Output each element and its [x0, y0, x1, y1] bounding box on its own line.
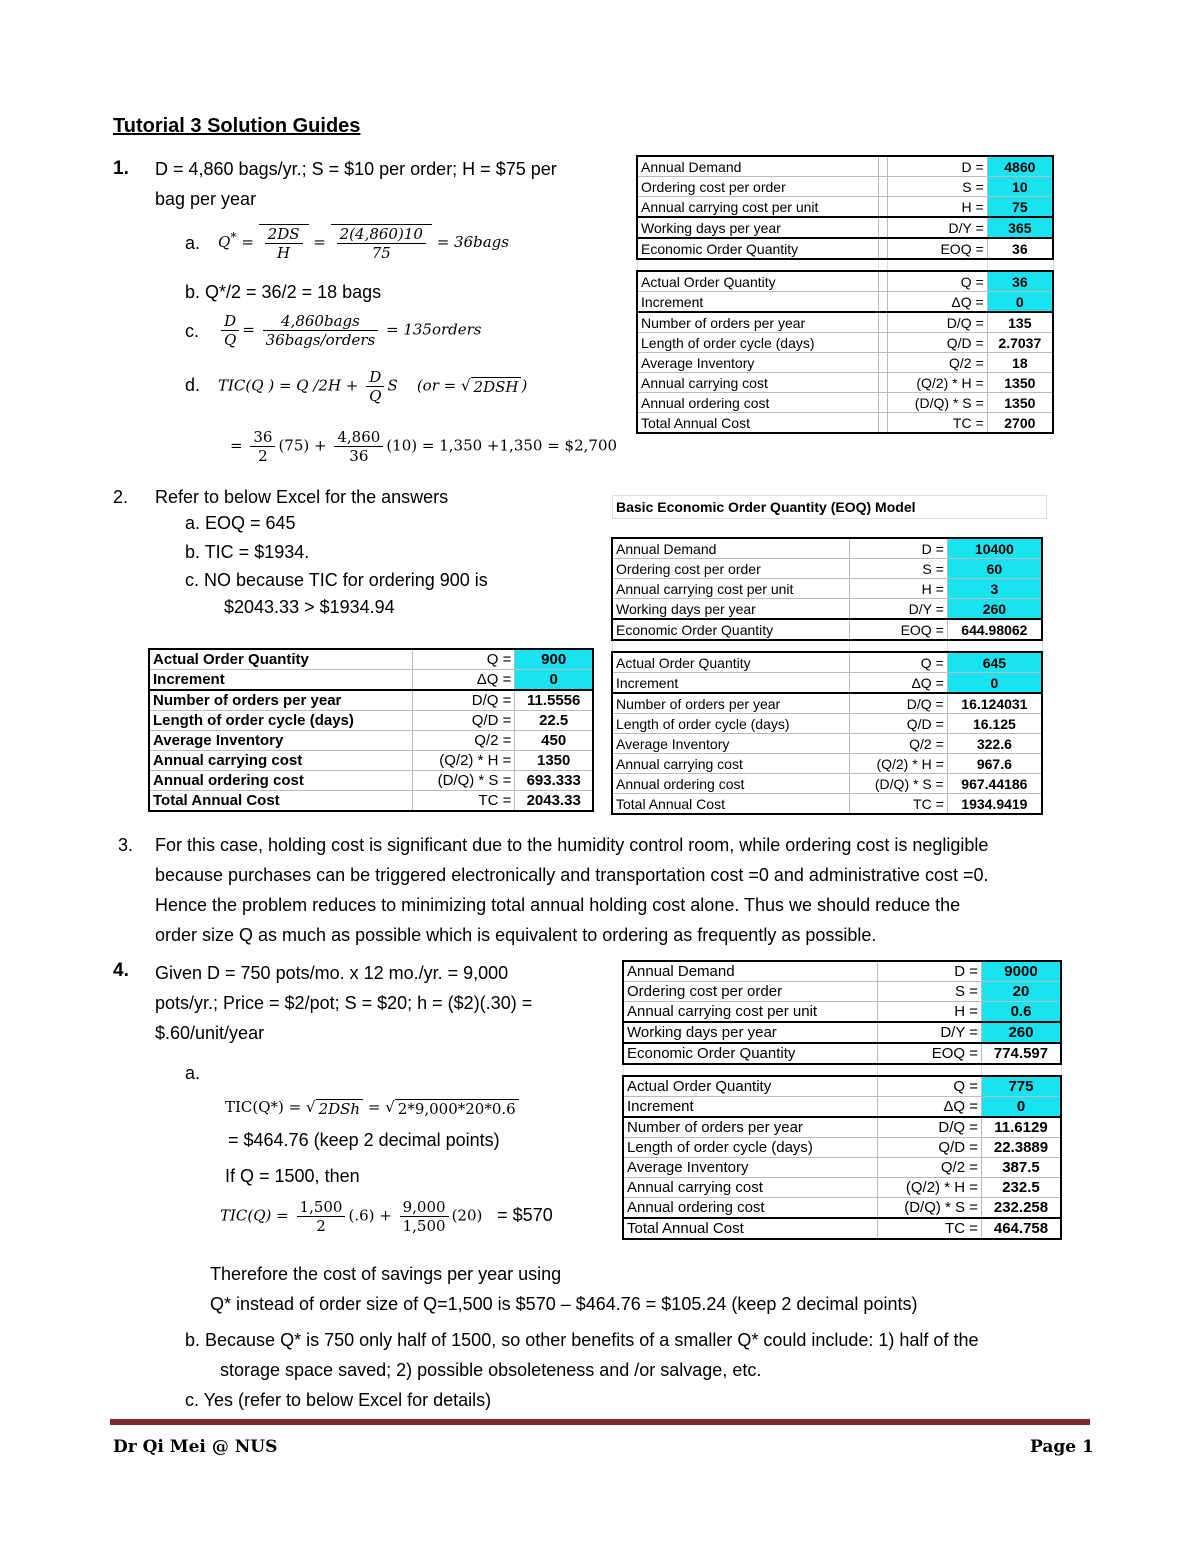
sqrt-2dsh: 2DSh [316, 1099, 364, 1118]
footer-divider [110, 1419, 1090, 1425]
cell-label: Working days per year [637, 217, 879, 238]
cell-label: Annual carrying cost [623, 1178, 877, 1198]
cell-value: 60 [947, 559, 1042, 579]
cell-value: 11.5556 [515, 690, 593, 711]
cell-label: Annual ordering cost [149, 771, 413, 791]
cell-label: Annual ordering cost [612, 774, 850, 794]
gap-cell [612, 640, 850, 652]
cell-value: 774.597 [981, 1043, 1061, 1064]
cell-label: Annual Demand [623, 961, 877, 982]
q4-therefore1: Therefore the cost of savings per year using [210, 1264, 562, 1284]
cell-value: 0 [981, 1097, 1061, 1118]
q3-line1: For this case, holding cost is significant due to the humidity control room, while ordering cost is negligible [155, 835, 989, 855]
cell-sym: EOQ = [888, 238, 987, 259]
q1-d-calc [230, 428, 617, 465]
cell-sym: H = [850, 579, 948, 599]
cell-label: Average Inventory [149, 731, 413, 751]
q2-c1: c. NO because TIC for ordering 900 is [185, 570, 488, 590]
cell-value: 0 [987, 292, 1053, 313]
cell-value: 10400 [947, 538, 1042, 559]
cell-sym: S = [888, 177, 987, 197]
cell-label: Increment [149, 670, 413, 691]
frac-den: 36 [349, 447, 369, 465]
cell-label: Annual carrying cost per unit [623, 1002, 877, 1023]
cell-label: Increment [612, 673, 850, 694]
q1-given-line2: bag per year [155, 189, 257, 209]
q1-number: 1. [113, 158, 129, 179]
cell-value: 75 [987, 197, 1053, 218]
cell-sym: D/Y = [877, 1022, 981, 1043]
frac-num: 2(4,860)10 [337, 225, 426, 244]
cell-sym: Q/2 = [877, 1158, 981, 1178]
q1-b: b. Q*/2 = 36/2 = 18 bags [185, 282, 382, 302]
cell-empty [879, 217, 888, 238]
cell-sym: ΔQ = [413, 670, 515, 691]
cell-label: Actual Order Quantity [637, 271, 879, 292]
cell-sym: Q/D = [850, 714, 948, 734]
cell-value: 775 [981, 1076, 1061, 1097]
cell-label: Ordering cost per order [612, 559, 850, 579]
cell-value: 450 [515, 731, 593, 751]
cell-sym: D/Q = [850, 693, 948, 714]
cell-label: Economic Order Quantity [612, 619, 850, 640]
cell-label: Annual carrying cost [612, 754, 850, 774]
cell-value: 967.44186 [947, 774, 1042, 794]
frac-num: 4,860bags [263, 312, 379, 331]
cell-sym: Q/2 = [413, 731, 515, 751]
cell-sym: (Q/2) * H = [413, 751, 515, 771]
cell-value: 464.758 [981, 1218, 1061, 1239]
cell-label: Actual Order Quantity [149, 649, 413, 670]
cell-sym: ΔQ = [877, 1097, 981, 1118]
frac-num: D [221, 312, 239, 331]
q3-line2: because purchases can be triggered electronically and transportation cost =0 and administrative cost =0. [155, 865, 989, 885]
cell-sym: TC = [413, 791, 515, 812]
cell-sym: D/Q = [877, 1117, 981, 1138]
cell-empty [879, 413, 888, 434]
cell-value: 387.5 [981, 1158, 1061, 1178]
cell-empty [879, 292, 888, 313]
calc-mid: (75) + [278, 436, 327, 455]
frac-den: 36bags/orders [265, 331, 376, 349]
cell-empty [879, 312, 888, 333]
cell-sym: EOQ = [877, 1043, 981, 1064]
cell-sym: TC = [888, 413, 987, 434]
calc-tail: (10) = 1,350 +1,350 = $2,700 [386, 436, 618, 455]
cell-value: 260 [947, 599, 1042, 620]
frac-num: D [366, 368, 384, 387]
q4-tic-formula: TIC(Q*) = √ 2DSh = √ 2*9,000*20*0.6 [225, 1098, 519, 1118]
eq-sign: = [230, 436, 243, 455]
cell-value: 36 [987, 238, 1053, 259]
cell-value: 2.7037 [987, 333, 1053, 353]
cell-value: 10 [987, 177, 1053, 197]
cell-sym: Q/2 = [850, 734, 948, 754]
cell-value: 645 [947, 652, 1042, 673]
frac-den: 1,500 [402, 1217, 446, 1235]
cell-value: 2043.33 [515, 791, 593, 812]
cell-sym: Q/D = [888, 333, 987, 353]
cell-label: Ordering cost per order [637, 177, 879, 197]
or-text: (or = [416, 376, 457, 395]
cell-label: Length of order cycle (days) [612, 714, 850, 734]
cell-label: Length of order cycle (days) [637, 333, 879, 353]
q2-number: 2. [113, 487, 129, 507]
cell-label: Annual ordering cost [637, 393, 879, 413]
cell-value: 135 [987, 312, 1053, 333]
cell-label: Average Inventory [623, 1158, 877, 1178]
q2-c2: $2043.33 > $1934.94 [224, 597, 395, 617]
cell-empty [879, 156, 888, 177]
q4-given1: Given D = 750 pots/mo. x 12 mo./yr. = 9,000 [155, 963, 509, 983]
cell-value: 4860 [987, 156, 1053, 177]
frac-den: 2 [258, 447, 268, 465]
calc-tail: (20) [451, 1206, 483, 1225]
cell-label: Number of orders per year [623, 1117, 877, 1138]
q4-number: 4. [113, 960, 129, 981]
cell-sym: S = [850, 559, 948, 579]
cell-label: Total Annual Cost [637, 413, 879, 434]
cell-empty [879, 393, 888, 413]
q3-line4: order size Q as much as possible which is equivalent to ordering as frequently as possible. [155, 925, 877, 945]
q4-a-label: a. [185, 1063, 201, 1083]
sqrt-2dsh: 2DSH [471, 377, 522, 396]
sqrt-values [331, 224, 432, 262]
cell-value: 322.6 [947, 734, 1042, 754]
calc-mid: (.6) + [348, 1206, 392, 1225]
q1-a-label: a. [185, 233, 201, 253]
cell-sym: D/Q = [888, 312, 987, 333]
cell-sym: Q/D = [413, 711, 515, 731]
frac-num: 2DS [265, 225, 303, 244]
cell-label: Length of order cycle (days) [623, 1138, 877, 1158]
tic-expression: TIC(Q ) = Q /2H + [218, 376, 359, 395]
cell-label: Annual carrying cost [637, 373, 879, 393]
cell-sym: D/Y = [850, 599, 948, 620]
cell-label: Total Annual Cost [612, 794, 850, 815]
frac-den: H [277, 244, 291, 262]
cell-value: 16.124031 [947, 693, 1042, 714]
frac-den: 2 [316, 1217, 326, 1235]
sqrt-values: 2*9,000*20*0.6 [395, 1099, 519, 1118]
cell-value: 22.3889 [981, 1138, 1061, 1158]
q-star: Q [218, 233, 231, 251]
q2-intro: Refer to below Excel for the answers [155, 487, 449, 507]
cell-label: Actual Order Quantity [623, 1076, 877, 1097]
q1-d-label: d. [185, 375, 201, 395]
cell-value: 260 [981, 1022, 1061, 1043]
gap-cell [623, 1064, 877, 1076]
cell-sym: D = [850, 538, 948, 559]
gap-cell [637, 259, 879, 271]
q4-tic-result: = $464.76 (keep 2 decimal points) [228, 1130, 500, 1150]
cell-sym: EOQ = [850, 619, 948, 640]
footer-page-number: Page 1 [1030, 1437, 1094, 1457]
cell-label: Actual Order Quantity [612, 652, 850, 673]
cell-empty [879, 271, 888, 292]
cell-value: 232.5 [981, 1178, 1061, 1198]
page-title: Tutorial 3 Solution Guides [113, 115, 361, 137]
q3-line3: Hence the problem reduces to minimizing total annual holding cost alone. Thus we should reduce the [155, 895, 961, 915]
cell-label: Annual Demand [612, 538, 850, 559]
cell-sym: (Q/2) * H = [850, 754, 948, 774]
q4-c: c. Yes (refer to below Excel for details) [185, 1390, 492, 1410]
q4-ticq-formula [220, 1198, 553, 1235]
cell-empty [879, 197, 888, 218]
q4-given2: pots/yr.; Price = $2/pot; S = $20; h = ($2)(.30) = [155, 993, 533, 1013]
cell-label: Annual carrying cost per unit [637, 197, 879, 218]
cell-label: Annual carrying cost [149, 751, 413, 771]
cell-empty [879, 353, 888, 373]
q1-c-formula: $\frac{D}{Q}$ = $\frac{\text{4,860bags}}{\text{36bags/orders}}$ = 135orders [218, 312, 482, 349]
excel-table-q1 [636, 155, 1054, 434]
cell-value: 1350 [987, 393, 1053, 413]
q4-therefore2: Q* instead of order size of Q=1,500 is $570 – $464.76 = $105.24 (keep 2 decimal points) [210, 1294, 918, 1314]
cell-sym: ΔQ = [888, 292, 987, 313]
q3-number: 3. [118, 835, 134, 855]
cell-value: 967.6 [947, 754, 1042, 774]
cell-sym: H = [888, 197, 987, 218]
cell-label: Economic Order Quantity [623, 1043, 877, 1064]
cell-label: Number of orders per year [612, 693, 850, 714]
cell-label: Annual Demand [637, 156, 879, 177]
q1-d-formula: TIC(Q ) = Q /2H + $\frac{D}{Q}$ S (or = √ 2DSH ) [218, 368, 528, 405]
tic-lhs: TIC(Q*) = [225, 1098, 302, 1116]
cell-label: Number of orders per year [149, 690, 413, 711]
cell-label: Total Annual Cost [149, 791, 413, 812]
gap-cell [987, 259, 1053, 271]
footer-author: Dr Qi Mei @ NUS [113, 1437, 278, 1457]
cell-value: 1350 [515, 751, 593, 771]
q4-b2: storage space saved; 2) possible obsoleteness and /or salvage, etc. [220, 1360, 762, 1380]
q1-c-label: c. [185, 321, 200, 341]
cell-value: 3 [947, 579, 1042, 599]
close-paren: ) [521, 376, 528, 395]
excel-table-q2 [611, 537, 1043, 815]
cell-sym: (D/Q) * S = [888, 393, 987, 413]
cell-value: 693.333 [515, 771, 593, 791]
cell-value: 20 [981, 982, 1061, 1002]
frac-num: 1,500 [297, 1198, 346, 1217]
cell-sym: Q/D = [877, 1138, 981, 1158]
s-symbol: S [387, 376, 398, 395]
cell-value: 365 [987, 217, 1053, 238]
cell-label: Working days per year [612, 599, 850, 620]
cell-value: 232.258 [981, 1198, 1061, 1219]
cell-label: Increment [623, 1097, 877, 1118]
cell-empty [879, 333, 888, 353]
cell-value: 18 [987, 353, 1053, 373]
cell-sym: Q/2 = [888, 353, 987, 373]
frac-den: 75 [371, 244, 391, 262]
q1-given-line1: D = 4,860 bags/yr.; S = $10 per order; H = $75 per [155, 159, 557, 179]
frac-num: 36 [250, 428, 275, 447]
q2-a: a. EOQ = 645 [185, 513, 296, 533]
cell-value: 644.98062 [947, 619, 1042, 640]
cell-sym: H = [877, 1002, 981, 1023]
q4-given3: $.60/unit/year [155, 1023, 265, 1043]
frac-den: Q [224, 331, 237, 349]
cell-sym: (D/Q) * S = [413, 771, 515, 791]
q1-a-result: = 36bags [436, 233, 509, 251]
eq-sign: = [367, 1098, 381, 1116]
cell-label: Annual carrying cost per unit [612, 579, 850, 599]
cell-sym: D = [877, 961, 981, 982]
q1-c-result: = 135orders [385, 320, 482, 339]
q4-if-line: If Q = 1500, then [225, 1166, 360, 1186]
cell-sym: D/Y = [888, 217, 987, 238]
gap-cell [850, 640, 948, 652]
cell-label: Average Inventory [637, 353, 879, 373]
q2-b: b. TIC = $1934. [185, 542, 310, 562]
cell-sym: S = [877, 982, 981, 1002]
cell-sym: TC = [877, 1218, 981, 1239]
cell-value: 2700 [987, 413, 1053, 434]
frac-num: 4,860 [334, 428, 383, 447]
cell-label: Increment [637, 292, 879, 313]
ticq-lhs: TIC(Q) = [220, 1206, 289, 1225]
cell-value: 0.6 [981, 1002, 1061, 1023]
cell-label: Number of orders per year [637, 312, 879, 333]
cell-empty [879, 238, 888, 259]
excel-table-q4 [622, 960, 1062, 1240]
sqrt-2ds-h [259, 224, 309, 262]
cell-value: 9000 [981, 961, 1061, 982]
cell-label: Annual ordering cost [623, 1198, 877, 1219]
cell-label: Ordering cost per order [623, 982, 877, 1002]
cell-value: 1934.9419 [947, 794, 1042, 815]
cell-value: 11.6129 [981, 1117, 1061, 1138]
q4-b1: b. Because Q* is 750 only half of 1500, so other benefits of a smaller Q* could include: 1) half of the [185, 1330, 979, 1350]
cell-value: 22.5 [515, 711, 593, 731]
table2-heading: Basic Economic Order Quantity (EOQ) Model [612, 495, 1047, 519]
cell-value: 16.125 [947, 714, 1042, 734]
gap-cell [877, 1064, 981, 1076]
cell-label: Total Annual Cost [623, 1218, 877, 1239]
q1-a-formula: Q* = $\frac{2DS}{H}$ = $\frac{2(4,860)10}{75}$ = 36bags [218, 225, 509, 262]
gap-cell [888, 259, 987, 271]
cell-sym: TC = [850, 794, 948, 815]
cell-sym: Q = [888, 271, 987, 292]
cell-value: 900 [515, 649, 593, 670]
cell-sym: (Q/2) * H = [877, 1178, 981, 1198]
cell-sym: ΔQ = [850, 673, 948, 694]
cell-label: Working days per year [623, 1022, 877, 1043]
excel-table-q2-900 [148, 648, 594, 812]
frac-num: 9,000 [400, 1198, 449, 1217]
cell-empty [879, 177, 888, 197]
frac-den: Q [369, 387, 382, 405]
cell-sym: D = [888, 156, 987, 177]
cell-value: 1350 [987, 373, 1053, 393]
gap-cell [947, 640, 1042, 652]
cell-sym: (Q/2) * H = [888, 373, 987, 393]
cell-label: Average Inventory [612, 734, 850, 754]
ticq-result: = $570 [497, 1204, 553, 1225]
gap-cell [879, 259, 888, 271]
gap-cell [981, 1064, 1061, 1076]
cell-sym: D/Q = [413, 690, 515, 711]
cell-sym: (D/Q) * S = [877, 1198, 981, 1219]
cell-value: 36 [987, 271, 1053, 292]
cell-value: 0 [515, 670, 593, 691]
cell-empty [879, 373, 888, 393]
cell-sym: Q = [850, 652, 948, 673]
cell-label: Length of order cycle (days) [149, 711, 413, 731]
cell-sym: (D/Q) * S = [850, 774, 948, 794]
cell-label: Economic Order Quantity [637, 238, 879, 259]
cell-sym: Q = [413, 649, 515, 670]
cell-value: 0 [947, 673, 1042, 694]
cell-sym: Q = [877, 1076, 981, 1097]
